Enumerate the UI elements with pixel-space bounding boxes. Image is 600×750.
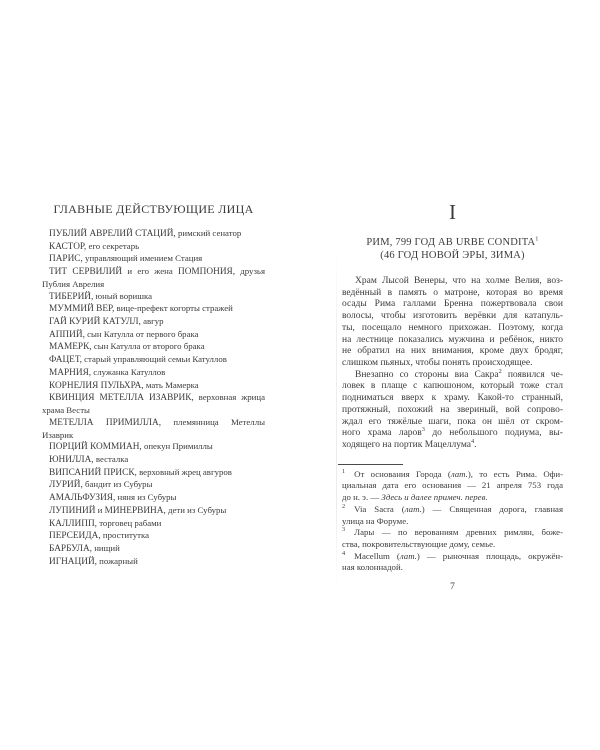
text-line	[342, 516, 563, 528]
text-segment: друзья	[235, 266, 265, 277]
text-segment: ) — Священная дорога, главная	[421, 503, 563, 514]
text-line	[42, 316, 265, 329]
text-segment: ВИПСАНИЙ ПРИСК,	[49, 467, 137, 478]
text-line	[342, 249, 563, 262]
superscript-ref: 2	[498, 367, 502, 375]
text-segment: протяжный, похожий на звериный, вой сопрово-	[342, 404, 563, 415]
text-line	[42, 354, 265, 367]
text-segment: ПУБЛИЙ АВРЕЛИЙ СТАЦИЙ,	[49, 229, 176, 239]
text-line	[42, 543, 265, 556]
text-line	[42, 303, 265, 316]
text-segment: вице-префект когорты стражей	[114, 303, 233, 314]
text-line	[342, 335, 563, 347]
text-line	[342, 236, 563, 249]
text-segment: МЕТЕЛЛА ПРИМИЛЛА,	[49, 417, 162, 428]
text-segment: Здесь и далее примеч. перев.	[381, 492, 488, 503]
text-line	[342, 417, 563, 429]
superscript-ref: 3	[421, 426, 425, 434]
text-line	[42, 405, 265, 417]
text-line	[342, 562, 563, 574]
text-line	[42, 505, 265, 518]
text-segment: ПОМПОНИЯ,	[177, 267, 236, 278]
text-segment: верховный жрец авгуров	[136, 466, 232, 477]
text-line	[342, 527, 563, 539]
text-line	[342, 539, 563, 551]
text-segment: племянница Метеллы	[161, 416, 265, 427]
text-segment: АППИЙ,	[49, 329, 85, 340]
text-line	[42, 367, 265, 380]
text-segment: ТИТ СЕРВИЛИЙ	[49, 267, 123, 278]
text-segment: торговец рабами	[97, 517, 162, 528]
text-segment: ходящего на портик Мацеллума	[342, 440, 471, 451]
page-number: 7	[450, 582, 455, 593]
cast-list	[42, 228, 265, 568]
text-line	[42, 441, 265, 454]
text-line	[42, 392, 265, 405]
text-segment: сын Катулла от второго брака	[91, 341, 205, 352]
text-segment: РИМ, 799 ГОД AB URBE CONDITA	[366, 237, 536, 248]
text-line	[42, 430, 265, 442]
text-segment: .	[474, 440, 477, 451]
text-line	[42, 492, 265, 505]
text-line	[42, 479, 265, 492]
text-line	[42, 253, 265, 266]
text-segment: осады Рима галлами Бренна пожертвовала свои	[342, 299, 563, 310]
text-segment: лат.	[450, 468, 468, 479]
text-line	[342, 381, 563, 393]
text-line	[42, 266, 265, 279]
text-segment: волосы, чтобы изготовить верёвки для катапуль-	[342, 311, 563, 322]
text-segment: циальная дата его основания — 21 апреля 753 года	[342, 480, 563, 491]
page-gutter-shadow	[336, 250, 337, 590]
text-segment: ), то есть Рима. Офи-	[467, 468, 564, 479]
text-line	[42, 417, 265, 430]
text-segment: ЛУПИНИЙ	[49, 505, 96, 516]
text-segment: и его жена	[122, 266, 178, 277]
text-line	[42, 341, 265, 354]
text-segment: не обратил на них внимания, кроме двух бродяг,	[342, 346, 563, 357]
text-segment: лат.	[399, 550, 417, 561]
text-segment: ПЕРСЕИДА,	[49, 531, 101, 542]
footnote-separator	[338, 464, 403, 465]
footnotes	[342, 469, 563, 574]
chapter-numeral: I	[449, 200, 456, 224]
text-segment: МИНЕРВИНА,	[104, 505, 166, 516]
text-segment: лат.	[404, 503, 422, 514]
text-segment: улица на Форуме.	[342, 515, 409, 526]
text-segment: Публия Аврелия	[42, 278, 105, 289]
text-segment: ведённый в память о матроне, которая во время	[342, 287, 563, 298]
text-segment: старый управляющий семьи Катуллов	[81, 354, 227, 365]
text-segment: подниматься вверх к храму. Какой-то странный,	[342, 393, 563, 404]
superscript-ref: 4	[342, 549, 346, 557]
text-line	[42, 556, 265, 569]
text-segment: КВИНЦИЯ МЕТЕЛЛА ИЗАВРИК,	[49, 393, 194, 404]
text-segment: пожарный	[96, 555, 138, 566]
text-line	[342, 551, 563, 563]
text-segment: управляющий имением Стация	[82, 253, 203, 264]
text-segment: МАРНИЯ,	[49, 367, 92, 378]
text-segment: ЛУРИЙ,	[49, 480, 83, 491]
text-line	[342, 323, 563, 335]
text-segment: служанка Катуллов	[91, 366, 166, 377]
text-line	[342, 358, 563, 370]
text-line	[42, 380, 265, 393]
text-segment: КОРНЕЛИЯ ПУЛЬХРА,	[49, 380, 144, 391]
text-segment: От основания Города (	[354, 468, 451, 479]
text-segment: ты, посещало немного прихожан. Поэтому, когда	[342, 322, 563, 333]
text-segment: сын Катулла от первого брака	[84, 328, 199, 339]
text-segment: слишком пьяных, чтобы понять происходящее.	[342, 358, 533, 369]
chapter-body-text	[342, 276, 563, 452]
superscript-ref: 1	[342, 467, 346, 475]
text-segment: ПАРИС,	[49, 254, 83, 265]
text-segment: его секретарь	[86, 240, 140, 251]
text-segment: опекун Примиллы	[141, 441, 213, 452]
superscript-ref: 2	[342, 502, 346, 510]
text-segment: ного храма ларов	[342, 428, 422, 439]
cast-title: ГЛАВНЫЕ ДЕЙСТВУЮЩИЕ ЛИЦА	[53, 202, 254, 216]
text-segment: и	[95, 504, 105, 515]
text-segment: ) — рыночная площадь, окружён-	[416, 550, 563, 561]
text-line	[342, 346, 563, 358]
superscript-ref: 4	[470, 437, 475, 445]
text-segment: ГАЙ КУРИЙ КАТУЛЛ,	[49, 317, 141, 328]
text-segment: проститутка	[100, 530, 150, 541]
text-line	[42, 291, 265, 304]
text-line	[342, 492, 563, 504]
text-segment: ждал его тяжёлые шаги, пока он шёл от скром-	[342, 416, 563, 427]
text-segment: бандит из Субуры	[82, 479, 153, 490]
text-segment: Лары — по верованиям древних римлян, боже-	[354, 527, 563, 538]
text-segment: ТИБЕРИЙ,	[49, 291, 94, 302]
text-line	[342, 393, 563, 405]
text-segment: дети из Субуры	[165, 504, 227, 515]
text-segment: ИГНАЦИЙ,	[49, 556, 97, 567]
text-segment: верховная жрица	[193, 392, 265, 403]
text-line	[42, 241, 265, 254]
text-line	[342, 469, 563, 481]
text-segment: появился че-	[501, 369, 563, 380]
text-line	[42, 228, 265, 241]
text-segment: Изаврик	[42, 429, 74, 440]
text-segment: Macellum (	[354, 550, 400, 561]
text-segment: мать Мамерка	[143, 379, 199, 390]
text-line	[42, 518, 265, 531]
text-segment: юный воришка	[93, 290, 153, 301]
superscript-ref: 1	[535, 235, 539, 243]
text-segment: ства, покровительствующие дому, семье.	[342, 539, 496, 549]
text-segment: Via Sacra (	[354, 503, 405, 514]
text-line	[342, 276, 563, 288]
text-segment: (46 ГОД НОВОЙ ЭРЫ, ЗИМА)	[380, 250, 525, 261]
text-line	[342, 437, 563, 452]
text-segment: КАСТОР,	[49, 241, 87, 252]
text-segment: римский сенатор	[175, 228, 242, 238]
text-segment: Внезапно со стороны виа Сакра	[355, 369, 499, 380]
text-segment: МУММИЙ ВЕР,	[49, 304, 115, 315]
text-line	[42, 454, 265, 467]
text-line	[342, 428, 563, 440]
text-segment: нищий	[92, 542, 120, 553]
superscript-ref: 3	[342, 526, 346, 534]
text-segment: храма Весты	[42, 405, 90, 416]
right-page	[342, 202, 563, 592]
text-line	[342, 299, 563, 311]
text-segment: няня из Субуры	[115, 492, 177, 503]
text-segment: Храм Лысой Венеры, что на холме Велия, воз-	[355, 276, 563, 286]
text-segment: до н. э. —	[342, 492, 382, 503]
text-line	[42, 329, 265, 342]
text-segment: ФАЦЕТ,	[49, 355, 82, 366]
text-segment: ная колоннадой.	[342, 562, 403, 573]
text-segment: на лестнице показались мужчина и ребёнок, никто	[342, 334, 563, 345]
text-segment: МАМЕРК,	[49, 342, 92, 353]
text-line	[42, 530, 265, 543]
text-segment: ПОРЦИЙ КОММИАН,	[49, 442, 142, 453]
text-line	[342, 311, 563, 323]
text-segment: АМАЛЬФУЗИЯ,	[49, 493, 116, 504]
text-segment: КАЛЛИПП,	[49, 518, 97, 529]
text-segment: ЮНИЛЛА,	[49, 454, 94, 465]
text-segment: ловек в плаще с капюшоном, который тоже стал	[342, 381, 563, 392]
left-page	[42, 202, 265, 568]
text-line	[342, 288, 563, 300]
text-segment: весталка	[93, 453, 129, 464]
text-line	[42, 467, 265, 480]
text-segment: БАРБУЛА,	[49, 543, 92, 554]
text-segment: авгур	[140, 316, 164, 327]
text-line	[42, 279, 265, 291]
chapter-heading	[342, 236, 563, 262]
text-segment: до небольшого подиума, вы-	[424, 428, 563, 439]
text-line	[342, 367, 563, 382]
text-line	[342, 405, 563, 417]
text-line	[342, 504, 563, 516]
text-line	[342, 480, 563, 492]
